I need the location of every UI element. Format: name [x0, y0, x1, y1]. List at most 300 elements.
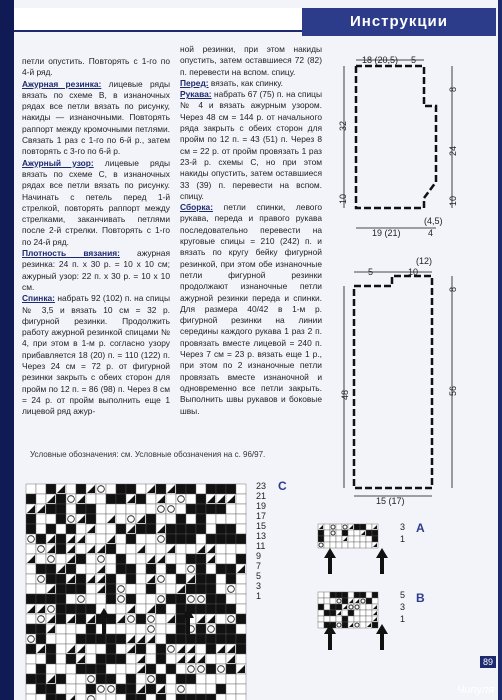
chart-cell — [146, 654, 156, 664]
chart-cell — [36, 584, 46, 594]
text-column-1 — [22, 56, 170, 418]
chart-cell — [136, 494, 146, 504]
row-number: 19 — [256, 501, 267, 511]
chart-cell — [156, 564, 166, 574]
chart-cell — [86, 514, 96, 524]
chart-cell — [56, 584, 66, 594]
chart-cell — [76, 544, 86, 554]
chart-cell — [36, 684, 46, 694]
chart-cell — [96, 664, 106, 674]
chart-cell — [330, 616, 336, 622]
chart-cell — [146, 514, 156, 524]
chart-cell — [236, 684, 246, 694]
chart-cell — [226, 564, 236, 574]
chart-cell — [372, 598, 378, 604]
paragraph-heading: Перед: — [180, 77, 209, 88]
chart-cell — [126, 534, 136, 544]
chart-cell — [116, 654, 126, 664]
chart-cell — [206, 564, 216, 574]
chart-cell — [236, 674, 246, 684]
chart-cell — [216, 564, 226, 574]
chart-cell — [176, 514, 186, 524]
chart-cell — [324, 592, 330, 598]
chart-cell — [226, 624, 236, 634]
chart-cell — [176, 524, 186, 534]
row-number: 7 — [256, 561, 262, 571]
chart-cell — [66, 594, 76, 604]
row-number: 3 — [400, 602, 406, 612]
chart-cell — [216, 584, 226, 594]
chart-cell — [106, 624, 116, 634]
chart-cell — [116, 554, 126, 564]
chart-cell — [126, 594, 136, 604]
chart-cell — [216, 674, 226, 684]
chart-cell — [76, 694, 86, 700]
chart-cell — [206, 504, 216, 514]
chart-cell — [342, 592, 348, 598]
chart-cell — [106, 604, 116, 614]
row-number: 21 — [256, 491, 267, 501]
chart-cell — [226, 574, 236, 584]
dim-sleeve-right-top: 8 — [448, 286, 458, 292]
paragraph — [180, 78, 322, 89]
chart-cell — [46, 634, 56, 644]
chart-cell — [126, 544, 136, 554]
chart-cell — [186, 544, 196, 554]
chart-cell — [126, 484, 136, 494]
chart-cell — [196, 504, 206, 514]
chart-cell — [318, 592, 324, 598]
chart-cell — [116, 514, 126, 524]
chart-cell — [176, 534, 186, 544]
dim-sleeve-bottom: 15 (17) — [376, 496, 405, 506]
chart-cell — [86, 634, 96, 644]
chart-cell — [56, 574, 66, 584]
chart-cell — [96, 504, 106, 514]
chart-cell — [36, 484, 46, 494]
dim-sleeve-top-right: 10 — [408, 267, 419, 277]
chart-cell — [26, 584, 36, 594]
chart-cell — [146, 664, 156, 674]
chart-cell — [176, 694, 186, 700]
chart-cell — [366, 542, 372, 548]
chart-cell — [354, 530, 360, 536]
chart-cell — [36, 594, 46, 604]
paragraph-heading: Ажурный узор: — [22, 157, 94, 168]
chart-cell — [236, 644, 246, 654]
chart-cell — [372, 592, 378, 598]
chart-cell — [354, 524, 360, 530]
chart-cell — [330, 598, 336, 604]
row-number: 13 — [256, 531, 267, 541]
chart-cell — [166, 564, 176, 574]
chart-cell — [106, 504, 116, 514]
chart-cell — [146, 544, 156, 554]
row-number: 1 — [256, 591, 262, 601]
chart-cell — [136, 534, 146, 544]
row-number: 17 — [256, 511, 267, 521]
dim-sleeve-top: 5 — [368, 267, 374, 277]
chart-cell — [36, 534, 46, 544]
chart-cell — [216, 694, 226, 700]
row-number: 1 — [400, 614, 406, 624]
chart-cell — [236, 484, 246, 494]
chart-cell — [318, 604, 324, 610]
chart-cell — [318, 622, 324, 628]
chart-cell — [36, 524, 46, 534]
chart-cell — [86, 604, 96, 614]
chart-cell — [56, 524, 66, 534]
row-number: 23 — [256, 481, 267, 491]
chart-cell — [196, 564, 206, 574]
chart-a-label: A — [416, 521, 425, 535]
chart-cell — [324, 536, 330, 542]
chart-cell — [116, 574, 126, 584]
chart-cell — [206, 644, 216, 654]
chart-cell — [36, 674, 46, 684]
chart-c — [24, 478, 304, 658]
chart-cell — [126, 674, 136, 684]
chart-cell — [66, 584, 76, 594]
chart-cell — [26, 484, 36, 494]
chart-cell — [348, 592, 354, 598]
chart-cell — [106, 564, 116, 574]
chart-cell — [96, 634, 106, 644]
chart-cell — [366, 604, 372, 610]
chart-cell — [342, 530, 348, 536]
chart-cell — [336, 530, 342, 536]
chart-cell — [226, 684, 236, 694]
chart-cell — [116, 544, 126, 554]
chart-cell — [330, 592, 336, 598]
chart-cell — [176, 634, 186, 644]
chart-cell — [236, 504, 246, 514]
chart-cell — [136, 694, 146, 700]
paragraph — [180, 202, 322, 417]
chart-cell — [226, 544, 236, 554]
chart-cell — [136, 574, 146, 584]
chart-cell — [136, 484, 146, 494]
chart-cell — [56, 624, 66, 634]
chart-cell — [156, 654, 166, 664]
chart-cell — [324, 598, 330, 604]
chart-cell — [136, 604, 146, 614]
chart-cell — [96, 674, 106, 684]
chart-cell — [366, 610, 372, 616]
chart-cell — [56, 674, 66, 684]
chart-cell — [46, 644, 56, 654]
chart-cell — [126, 564, 136, 574]
chart-cell — [206, 604, 216, 614]
chart-cell — [26, 644, 36, 654]
chart-cell — [330, 610, 336, 616]
row-number: 3 — [400, 522, 406, 532]
chart-cell — [342, 598, 348, 604]
chart-a — [312, 520, 432, 580]
row-number: 11 — [256, 541, 266, 551]
chart-cell — [126, 624, 136, 634]
row-number: 3 — [256, 581, 262, 591]
paragraph-heading: Сборка: — [180, 202, 213, 213]
chart-cell — [236, 634, 246, 644]
chart-cell — [36, 564, 46, 574]
section-title: Инструкции — [302, 8, 496, 36]
chart-cell — [56, 514, 66, 524]
chart-cell — [156, 694, 166, 700]
chart-cell — [166, 694, 176, 700]
chart-cell — [86, 554, 96, 564]
chart-cell — [76, 564, 86, 574]
chart-cell — [66, 604, 76, 614]
chart-cell — [176, 554, 186, 564]
chart-cell — [216, 594, 226, 604]
chart-cell — [176, 674, 186, 684]
chart-cell — [56, 634, 66, 644]
chart-cell — [46, 484, 56, 494]
chart-cell — [46, 664, 56, 674]
chart-cell — [46, 594, 56, 604]
chart-cell — [196, 514, 206, 524]
paragraph-text: набрать 67 (75) п. на спицы № 4 и вязать ажурным узором. Через 48 см = 144 р. от начального ряда закрыть с обеих сторон для пройм по 12 п. = 43 (51) п. Через 8 см = 22 р. от пройм провязать 1 раз 23-й р. схемы С, но при этом накиды опустить, затем оставшиеся 33 (39) п. перевести на вспом. спицу. — [180, 89, 322, 201]
chart-cell — [236, 694, 246, 700]
chart-cell — [66, 674, 76, 684]
chart-cell — [186, 694, 196, 700]
dim-bottom: 19 (21) — [372, 228, 401, 238]
chart-cell — [206, 534, 216, 544]
chart-cell — [196, 534, 206, 544]
chart-cell — [196, 624, 206, 634]
chart-cell — [196, 694, 206, 700]
chart-cell — [360, 610, 366, 616]
chart-cell — [196, 554, 206, 564]
row-number: 5 — [400, 590, 406, 600]
chart-cell — [126, 584, 136, 594]
chart-cell — [360, 536, 366, 542]
chart-cell — [354, 610, 360, 616]
chart-cell — [324, 610, 330, 616]
chart-cell — [136, 524, 146, 534]
chart-cell — [146, 504, 156, 514]
chart-cell — [360, 622, 366, 628]
chart-cell — [66, 524, 76, 534]
chart-cell — [318, 610, 324, 616]
chart-cell — [176, 594, 186, 604]
chart-cell — [136, 594, 146, 604]
chart-cell — [56, 554, 66, 564]
chart-cell — [106, 594, 116, 604]
chart-cell — [176, 504, 186, 514]
chart-cell — [66, 634, 76, 644]
chart-cell — [366, 536, 372, 542]
chart-cell — [46, 524, 56, 534]
chart-cell — [36, 634, 46, 644]
chart-cell — [372, 530, 378, 536]
chart-cell — [96, 654, 106, 664]
chart-cell — [236, 554, 246, 564]
chart-cell — [348, 542, 354, 548]
chart-cell — [186, 584, 196, 594]
chart-cell — [166, 634, 176, 644]
chart-cell — [336, 542, 342, 548]
chart-cell — [56, 614, 66, 624]
chart-cell — [216, 614, 226, 624]
paragraph — [22, 79, 170, 158]
chart-cell — [360, 592, 366, 598]
chart-cell — [86, 584, 96, 594]
paragraph — [22, 293, 170, 417]
chart-cell — [216, 624, 226, 634]
chart-cell — [206, 514, 216, 524]
paragraph-text: лицевые ряды вязать по схеме С, в изнаночных рядах все петли вязать по рисунку. Начинать с петель перед 1-й стрелкой, повторять раппорт между стрелками, заканчивать петлями после 2-й стрелки. Повторять с 1-го по 24-й ряд. — [22, 157, 170, 247]
chart-cell — [26, 514, 36, 524]
chart-cell — [366, 616, 372, 622]
chart-cell — [216, 544, 226, 554]
chart-cell — [86, 684, 96, 694]
chart-cell — [156, 584, 166, 594]
chart-cell — [106, 484, 116, 494]
chart-cell — [26, 614, 36, 624]
arrow-up-icon — [324, 548, 336, 574]
chart-cell — [36, 694, 46, 700]
chart-cell — [236, 544, 246, 554]
chart-cell — [196, 574, 206, 584]
chart-cell — [196, 484, 206, 494]
chart-cell — [136, 644, 146, 654]
chart-cell — [106, 664, 116, 674]
chart-cell — [96, 644, 106, 654]
signature: Чипуля — [456, 684, 494, 696]
chart-cell — [324, 524, 330, 530]
chart-cell — [136, 674, 146, 684]
chart-b — [312, 588, 432, 654]
chart-cell — [166, 494, 176, 504]
chart-cell — [166, 574, 176, 584]
chart-cell — [66, 654, 76, 664]
chart-cell — [206, 574, 216, 584]
chart-cell — [76, 574, 86, 584]
chart-cell — [116, 644, 126, 654]
chart-cell — [26, 624, 36, 634]
chart-cell — [116, 694, 126, 700]
paragraph-text: петли опустить. Повторять с 1-го по 4-й ряд. — [22, 56, 170, 78]
chart-cell — [348, 610, 354, 616]
chart-cell — [196, 674, 206, 684]
chart-cell — [342, 616, 348, 622]
chart-cell — [216, 554, 226, 564]
paragraph-text: петли спинки, левого рукава, переда и правого рукава последовательно перевести на круговые спицы = 210 (242) п. и вязать по кругу бейку фигурной резинкой, при этом обе изнаночные петли фигурной резинки продолжают изнаночные петли ажурной резинки переда и спинки. Для размера 40/42 в 1-м р. фигурной резинки на линии середины каждого рукава 1 раз 2 п. провязать вместе лицевой = 240 п. Через 7 см = 23 р. вязать еще 1 р., при этом по 2 изнаночные петли провязать вместе изнаночной и одновременно все петли закрыть. Выполнить швы рукавов и боковые швы. — [180, 202, 322, 416]
dim-offset: (4,5) — [424, 216, 443, 226]
chart-cell — [96, 524, 106, 534]
chart-cell — [86, 504, 96, 514]
chart-cell — [226, 604, 236, 614]
chart-cell — [366, 598, 372, 604]
chart-cell — [96, 514, 106, 524]
paragraph-heading: Плотность вязания: — [22, 248, 120, 259]
paragraph — [180, 89, 322, 202]
chart-c-label: C — [278, 479, 287, 493]
chart-cell — [216, 524, 226, 534]
chart-cell — [116, 674, 126, 684]
chart-cell — [86, 644, 96, 654]
chart-cell — [236, 654, 246, 664]
chart-cell — [56, 534, 66, 544]
paragraph — [22, 56, 170, 79]
paragraph-text: ной резинки, при этом накиды опустить, затем оставшиеся 72 (82) п. перевести на вспом. спицу. — [180, 44, 322, 77]
chart-cell — [146, 524, 156, 534]
chart-cell — [66, 484, 76, 494]
row-number: 5 — [256, 571, 262, 581]
dim-shoulder: 5 — [411, 55, 417, 65]
chart-cell — [342, 622, 348, 628]
chart-cell — [360, 604, 366, 610]
chart-cell — [116, 484, 126, 494]
chart-cell — [56, 644, 66, 654]
chart-cell — [330, 604, 336, 610]
chart-cell — [186, 684, 196, 694]
chart-cell — [342, 610, 348, 616]
chart-cell — [236, 624, 246, 634]
dim-sleeve-left: 48 — [340, 389, 350, 400]
chart-cell — [36, 654, 46, 664]
chart-cell — [166, 624, 176, 634]
chart-cell — [26, 524, 36, 534]
chart-cell — [106, 554, 116, 564]
chart-cell — [26, 544, 36, 554]
chart-cell — [66, 504, 76, 514]
chart-cell — [116, 564, 126, 574]
chart-cell — [86, 654, 96, 664]
chart-cell — [360, 616, 366, 622]
chart-cell — [196, 634, 206, 644]
chart-cell — [36, 624, 46, 634]
dim-side: 24 — [448, 145, 458, 156]
chart-cell — [236, 594, 246, 604]
chart-cell — [106, 544, 116, 554]
dim-right-rib: 10 — [448, 195, 458, 206]
chart-cell — [116, 504, 126, 514]
chart-cell — [336, 536, 342, 542]
chart-cell — [36, 664, 46, 674]
chart-cell — [354, 616, 360, 622]
chart-cell — [166, 514, 176, 524]
header-bar — [14, 8, 302, 32]
chart-cell — [76, 554, 86, 564]
chart-cell — [336, 616, 342, 622]
chart-cell — [156, 614, 166, 624]
chart-cell — [26, 574, 36, 584]
chart-cell — [176, 624, 186, 634]
chart-cell — [206, 674, 216, 684]
chart-cell — [324, 530, 330, 536]
chart-cell — [226, 694, 236, 700]
chart-cell — [106, 494, 116, 504]
chart-cell — [76, 504, 86, 514]
paragraph-text: набрать 92 (102) п. на спицы № 3,5 и вязать 10 см = 32 р. фигурной резинки. Продолжить работу ажурной резинкой спицами № 4, при этом в 1-м р. согласно узору прибавляется 18 (20) п. = 110 (122) п. Через 24 см = 72 р. от фигурной резинки закрыть с обеих сторон для пройм по 12 п. = 86 (98) п. Через 8 см = 24 р. от пройм выполнить еще 1 лицевой ряд ажур- — [22, 293, 170, 417]
chart-cell — [96, 694, 106, 700]
chart-cell — [66, 624, 76, 634]
chart-cell — [156, 544, 166, 554]
chart-cell — [236, 604, 246, 614]
chart-cell — [126, 664, 136, 674]
chart-cell — [318, 530, 324, 536]
chart-cell — [106, 694, 116, 700]
chart-cell — [176, 544, 186, 554]
chart-cell — [226, 524, 236, 534]
chart-cell — [196, 524, 206, 534]
chart-cell — [136, 584, 146, 594]
chart-cell — [206, 654, 216, 664]
chart-cell — [206, 584, 216, 594]
